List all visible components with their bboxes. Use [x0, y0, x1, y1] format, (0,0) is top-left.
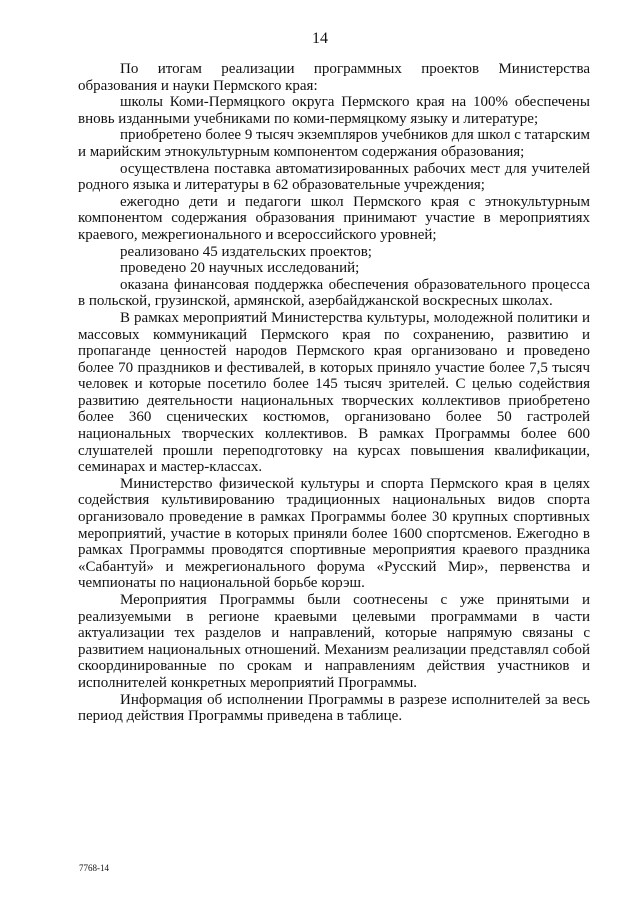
page-number: 14 — [312, 30, 328, 47]
paragraph: По итогам реализации программных проектов Министерства образования и науки Пермского края: — [78, 61, 590, 94]
paragraph: оказана финансовая поддержка обеспечения образовательного процесса в польской, грузинской, армянской, азербайджанской воскресных школах. — [78, 276, 590, 310]
paragraph: Министерство физической культуры и спорта Пермского края в целях содействия культивированию традиционных национальных видов спорта организовало проведение в рамках Программы более 30 крупных спортивных мероприятий, участие в которых приняли более 1600 спортсменов. Ежегодно в рамках Программы проводятся спортивные мероприятия краевого праздника «Сабантуй» и межрегионального форума «Русский Мир», первенства и чемпионаты по национальной борьбе корэш. — [78, 475, 590, 592]
paragraph: Мероприятия Программы были соотнесены с уже принятыми и реализуемыми в регионе краевыми целевыми программами в части актуализации тех разделов и направлений, которые напрямую связаны с развитием национальных отношений. Механизм реализации представлял собой скоординированные по срокам и направлениям действия участников и исполнителей конкретных мероприятий Программы. — [78, 592, 590, 691]
paragraph: осуществлена поставка автоматизированных рабочих мест для учителей родного языка и литературы в 62 образовательные учреждения; — [78, 160, 590, 194]
paragraph: В рамках мероприятий Министерства культуры, молодежной политики и массовых коммуникаций Пермского края по сохранению, развитию и пропаганде ценностей народов Пермского края организовано и проведено более 70 праздников и фестивалей, в которых приняло участие более 7,5 тысяч человек и которые посетило более 145 тысяч зрителей. С целью содействия развитию деятельности национальных творческих коллективов приобретено более 360 сценических костюмов, организовано более 50 гастролей национальных творческих коллективов. В рамках Программы более 600 слушателей прошли переподготовку на курсах повышения квалификации, семинарах и мастер-классах. — [78, 309, 590, 476]
paragraph: приобретено более 9 тысяч экземпляров учебников для школ с татарским и марийским этнокультурным компонентом содержания образования; — [78, 127, 590, 160]
paragraph: реализовано 45 издательских проектов; — [120, 243, 372, 260]
footer-document-code: 7768-14 — [79, 863, 109, 873]
body-text — [78, 61, 590, 725]
paragraph: ежегодно дети и педагоги школ Пермского края с этнокультурным компонентом содержания образования принимают участие в мероприятиях краевого, межрегионального и всероссийского уровней; — [78, 193, 590, 243]
paragraph: школы Коми-Пермяцкого округа Пермского края на 100% обеспечены вновь изданными учебниками по коми-пермяцкому языку и литературе; — [78, 94, 590, 127]
paragraph: проведено 20 научных исследований; — [120, 260, 360, 277]
paragraph: Информация об исполнении Программы в разрезе исполнителей за весь период действия Программы приведена в таблице. — [78, 691, 590, 725]
